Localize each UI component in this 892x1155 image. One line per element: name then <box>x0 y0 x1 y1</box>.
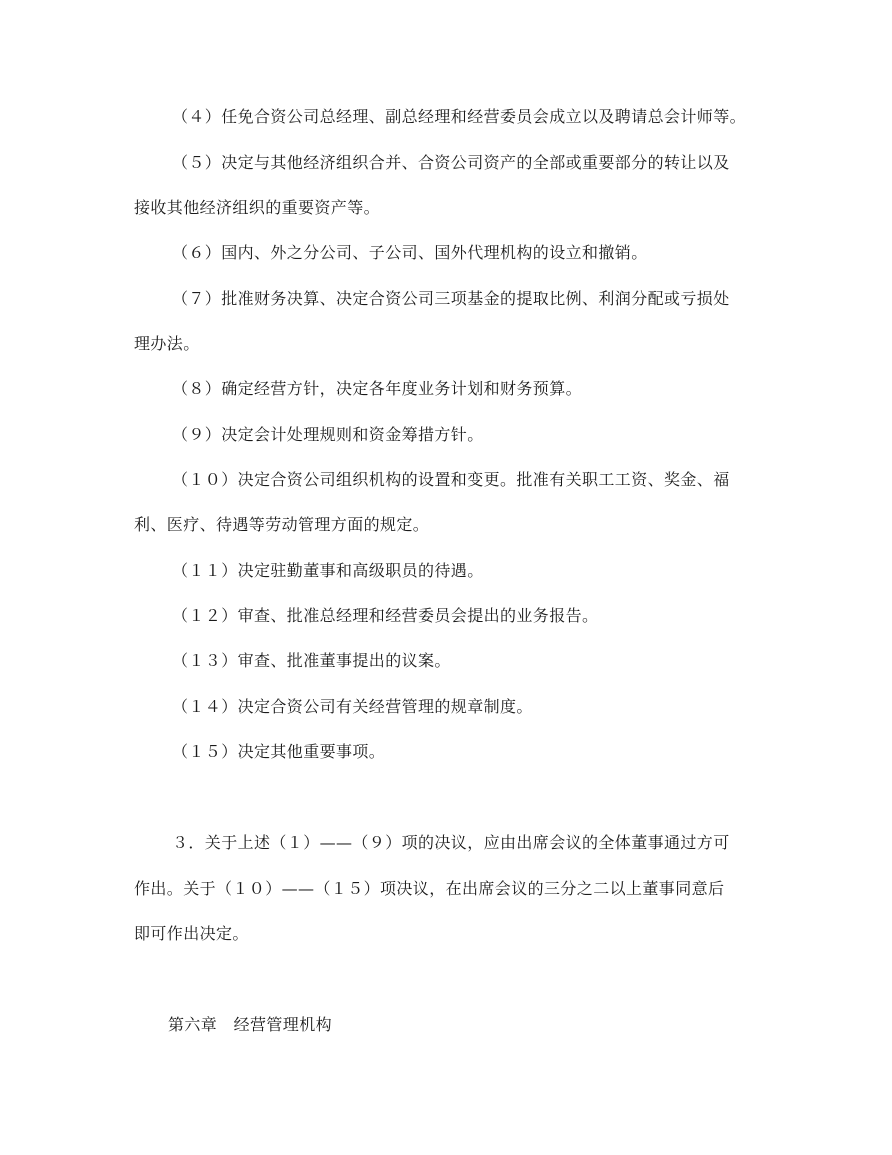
item-7-line-2: 理办法。 <box>134 334 200 353</box>
item-10-line-2: 利、医疗、待遇等劳动管理方面的规定。 <box>134 515 430 534</box>
item-15: （１５）决定其他重要事项。 <box>172 742 386 761</box>
clause-3-line-2: 作出。关于（１０）——（１５）项决议，在出席会议的三分之二以上董事同意后 <box>134 879 725 898</box>
item-6: （６）国内、外之分公司、子公司、国外代理机构的设立和撤销。 <box>172 243 648 262</box>
item-8: （８）确定经营方针，决定各年度业务计划和财务预算。 <box>172 379 583 398</box>
item-13: （１３）审查、批准董事提出的议案。 <box>172 651 451 670</box>
item-11: （１１）决定驻勤董事和高级职员的待遇。 <box>172 561 484 580</box>
item-7-line-1: （７）批准财务决算、决定合资公司三项基金的提取比例、利润分配或亏损处 <box>172 289 730 308</box>
clause-3-line-1: ３．关于上述（１）——（９）项的决议，应由出席会议的全体董事通过方可 <box>172 833 730 852</box>
item-10-line-1: （１０）决定合资公司组织机构的设置和变更。批准有关职工工资、奖金、福 <box>172 470 730 489</box>
clause-3-line-3: 即可作出决定。 <box>134 924 249 943</box>
item-5-line-1: （５）决定与其他经济组织合并、合资公司资产的全部或重要部分的转让以及 <box>172 153 730 172</box>
item-12: （１２）审查、批准总经理和经营委员会提出的业务报告。 <box>172 606 599 625</box>
item-9: （９）决定会计处理规则和资金筹措方针。 <box>172 425 484 444</box>
chapter-heading: 第六章 经营管理机构 <box>168 1015 333 1034</box>
item-5-line-2: 接收其他经济组织的重要资产等。 <box>134 198 381 217</box>
item-4: （４）任免合资公司总经理、副总经理和经营委员会成立以及聘请总会计师等。 <box>172 107 747 126</box>
item-14: （１４）决定合资公司有关经营管理的规章制度。 <box>172 697 533 716</box>
